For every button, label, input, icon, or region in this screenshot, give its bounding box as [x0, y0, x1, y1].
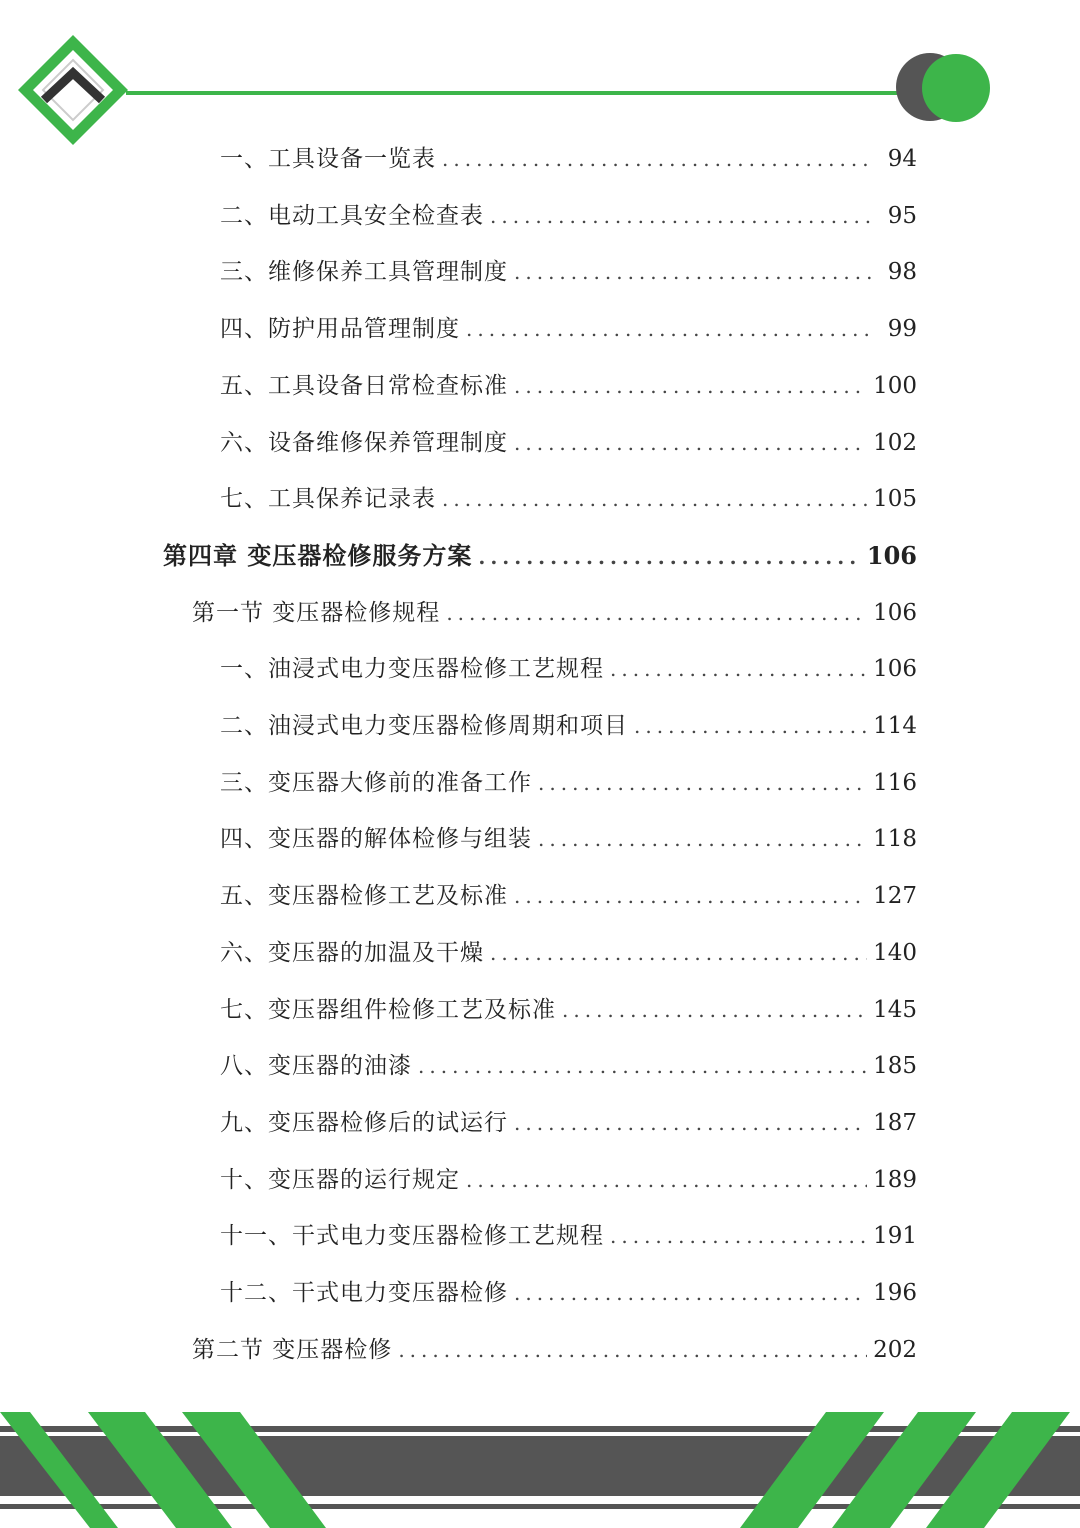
toc-dot-leader — [418, 1046, 867, 1086]
toc-entry-page-number: 114 — [873, 713, 917, 739]
toc-entry-title: 十一、干式电力变压器检修工艺规程 — [220, 1223, 604, 1250]
diagonal-stripes-band — [0, 1412, 1080, 1528]
toc-dot-leader — [610, 649, 867, 689]
toc-dot-leader — [514, 1103, 867, 1143]
toc-entry-page-number: 127 — [873, 883, 917, 910]
toc-entry-page-number: 191 — [873, 1223, 917, 1250]
toc-entry-item[interactable] — [220, 819, 917, 859]
toc-dot-leader — [610, 1216, 867, 1256]
toc-dot-leader — [466, 1160, 867, 1200]
toc-entry-page-number: 196 — [873, 1280, 917, 1306]
toc-entry-page-number: 94 — [887, 146, 917, 172]
toc-entry-item[interactable] — [220, 479, 917, 519]
toc-entry-page-number: 98 — [887, 259, 917, 286]
toc-entry-item[interactable] — [220, 196, 917, 236]
toc-dot-leader — [398, 1330, 867, 1370]
toc-entry-page-number: 145 — [873, 996, 917, 1023]
toc-entry-title: 第二节 变压器检修 — [192, 1336, 393, 1363]
toc-dot-leader — [466, 309, 873, 349]
toc-entry-item[interactable] — [220, 309, 917, 349]
toc-entry-page-number: 106 — [873, 656, 917, 683]
toc-dot-leader — [514, 366, 867, 406]
toc-entry-page-number: 116 — [873, 769, 917, 796]
toc-entry-title: 七、变压器组件检修工艺及标准 — [220, 996, 556, 1023]
toc-entry-item[interactable] — [220, 252, 917, 292]
toc-entry-title: 三、变压器大修前的准备工作 — [220, 769, 532, 796]
toc-entry-chapter[interactable] — [163, 536, 917, 576]
toc-dot-leader — [446, 593, 867, 633]
toc-dot-leader — [490, 933, 867, 973]
toc-dot-leader — [538, 819, 867, 859]
toc-entry-title: 五、工具设备日常检查标准 — [220, 372, 508, 399]
toc-entry-title: 第一节 变压器检修规程 — [192, 599, 441, 626]
toc-entry-title: 七、工具保养记录表 — [220, 486, 436, 513]
toc-entry-title: 十二、干式电力变压器检修 — [220, 1280, 508, 1306]
toc-entry-item[interactable] — [220, 1216, 917, 1256]
footer-decoration — [0, 1400, 1080, 1528]
toc-entry-page-number: 118 — [873, 826, 917, 853]
toc-dot-leader — [514, 423, 867, 463]
toc-dot-leader — [514, 252, 873, 292]
toc-entry-title: 六、变压器的加温及干燥 — [220, 939, 484, 966]
toc-entry-title: 二、电动工具安全检查表 — [220, 202, 484, 229]
toc-entry-title: 一、油浸式电力变压器检修工艺规程 — [220, 656, 604, 683]
toc-dot-leader — [514, 1273, 867, 1313]
toc-entry-title: 八、变压器的油漆 — [220, 1053, 412, 1080]
toc-dot-leader — [478, 537, 861, 577]
toc-entry-title: 一、工具设备一览表 — [220, 146, 436, 172]
toc-entry-page-number: 185 — [873, 1053, 917, 1080]
toc-entry-item[interactable] — [220, 139, 917, 179]
toc-entry-title: 二、油浸式电力变压器检修周期和项目 — [220, 713, 628, 739]
toc-entry-page-number: 202 — [873, 1336, 917, 1363]
toc-entry-title: 九、变压器检修后的试运行 — [220, 1109, 508, 1136]
toc-entry-section[interactable] — [192, 1330, 917, 1370]
toc-dot-leader — [442, 139, 873, 179]
toc-entry-item[interactable] — [220, 366, 917, 406]
toc-entry-item[interactable] — [220, 990, 917, 1030]
toc-entry-title: 四、变压器的解体检修与组装 — [220, 826, 532, 853]
toc-entry-title: 三、维修保养工具管理制度 — [220, 259, 508, 286]
toc-dot-leader — [634, 706, 867, 746]
toc-entry-page-number: 100 — [873, 372, 917, 399]
toc-entry-page-number: 187 — [873, 1109, 917, 1136]
toc-entry-item[interactable] — [220, 876, 917, 916]
toc-entry-title: 第四章 变压器检修服务方案 — [163, 540, 473, 570]
toc-entry-item[interactable] — [220, 763, 917, 803]
toc-entry-page-number: 105 — [873, 486, 917, 513]
toc-entry-page-number: 95 — [887, 202, 917, 229]
toc-entry-item[interactable] — [220, 706, 917, 746]
toc-dot-leader — [538, 763, 867, 803]
toc-entry-item[interactable] — [220, 933, 917, 973]
toc-entry-page-number: 189 — [873, 1166, 917, 1193]
toc-entry-item[interactable] — [220, 1046, 917, 1086]
toc-entry-title: 十、变压器的运行规定 — [220, 1166, 460, 1193]
toc-entry-item[interactable] — [220, 423, 917, 463]
toc-dot-leader — [562, 990, 867, 1030]
toc-entry-page-number: 140 — [873, 939, 917, 966]
toc-dot-leader — [514, 876, 867, 916]
toc-entry-section[interactable] — [192, 593, 917, 633]
toc-entry-page-number: 99 — [887, 316, 917, 343]
toc-entry-item[interactable] — [220, 1273, 917, 1313]
toc-entry-item[interactable] — [220, 1103, 917, 1143]
toc-entry-title: 六、设备维修保养管理制度 — [220, 429, 508, 456]
toc-dot-leader — [442, 479, 867, 519]
toc-entry-page-number: 106 — [866, 540, 917, 570]
toc-entry-title: 五、变压器检修工艺及标准 — [220, 883, 508, 910]
toc-entry-page-number: 102 — [873, 429, 917, 456]
toc-entry-page-number: 106 — [873, 599, 917, 626]
toc-entry-item[interactable] — [220, 1160, 917, 1200]
toc-entry-item[interactable] — [220, 649, 917, 689]
toc-dot-leader — [490, 196, 873, 236]
toc-entry-title: 四、防护用品管理制度 — [220, 316, 460, 343]
